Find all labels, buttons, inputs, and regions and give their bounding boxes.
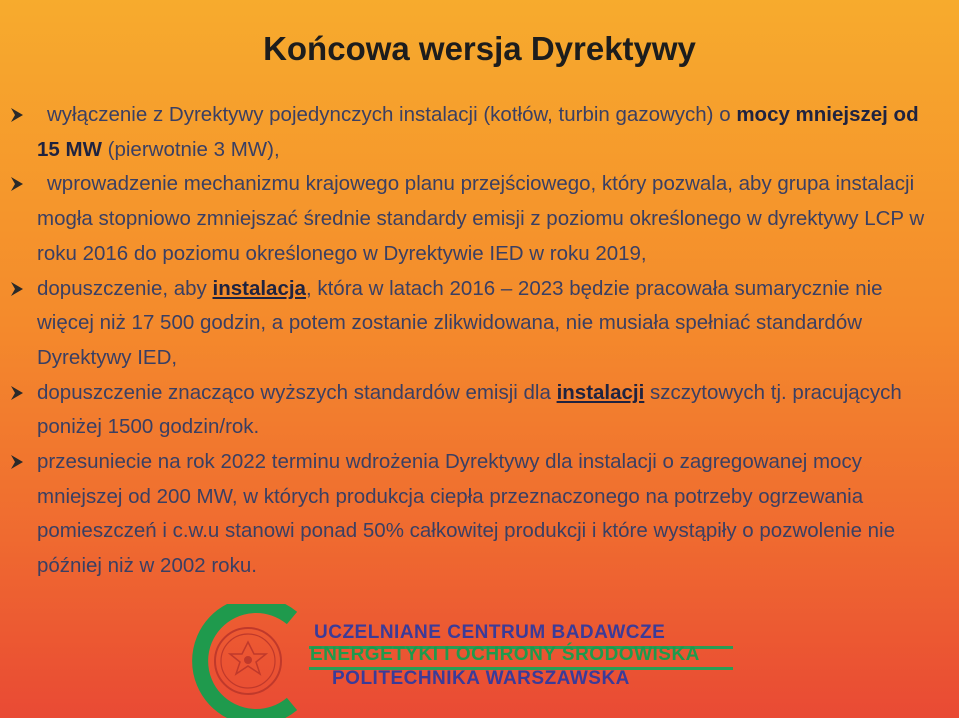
logo-line-field-name: ENERGETYKI I OCHRONY ŚRODOWISKA xyxy=(310,644,700,665)
arrowhead-bullet-icon xyxy=(10,454,24,470)
bullet-item xyxy=(37,167,942,271)
bullet-text: dopuszczenie, aby xyxy=(37,276,213,300)
institution-logo xyxy=(180,604,740,718)
bullet-text: wyłączenie z Dyrektywy pojedynczych instalacji (kotłów, turbin gazowych) o xyxy=(47,103,737,126)
bullet-item xyxy=(37,98,942,167)
bullet-item xyxy=(37,445,942,584)
bullet-text-underlined: instalacja xyxy=(212,276,306,300)
logo-line-university-name: POLITECHNIKA WARSZAWSKA xyxy=(332,668,630,689)
bullet-text: wprowadzenie mechanizmu krajowego planu przejściowego, który pozwala, aby grupa instalacji mogła stopniowo zmniejszać średnie standardy emisji z poziomu określonego w dyrektywy LCP w roku 2016 do poziomu określonego w Dyrektywie IED w roku 2019, xyxy=(37,172,925,265)
bullet-text: , która w latach 2016 – 2023 będzie pracowała sumarycznie nie więcej niż 17 500 godzin, a potem zostanie zlikwidowana, nie musiała spełniać standardów Dyrektywy IED, xyxy=(37,276,883,369)
bullet-item xyxy=(37,272,942,376)
bullet-text: przesuniecie na rok 2022 terminu wdrożenia Dyrektywy dla instalacji o zagregowanej mocy mniejszej od 200 MW, w których produkcja ciepła przeznaczonego na potrzeby ogrzewania pomieszczeń i c.w.u stanowi ponad 50% całkowitej produkcji i które wystąpiły o pozwolenie nie później niż w 2002 roku. xyxy=(37,450,896,578)
slide-title: Końcowa wersja Dyrektywy xyxy=(263,30,696,67)
bullet-item xyxy=(37,376,942,445)
bullet-text-underlined: instalacji xyxy=(556,380,645,404)
bullet-text: szczytowych tj. pracujących poniżej 1500 godzin/rok. xyxy=(37,380,902,439)
bullet-text: dopuszczenie znacząco wyższych standardów emisji dla xyxy=(37,380,557,404)
bullet-text: (pierwotnie 3 MW), xyxy=(101,137,280,161)
university-seal-icon xyxy=(180,604,310,718)
bullet-text-bold: mocy mniejszej od 15 MW xyxy=(37,103,919,161)
arrowhead-bullet-icon xyxy=(10,281,24,297)
bullet-list xyxy=(37,98,942,584)
arrowhead-bullet-icon xyxy=(10,107,24,123)
logo-line-center-name: UCZELNIANE CENTRUM BADAWCZE xyxy=(314,622,666,643)
arrowhead-bullet-icon xyxy=(10,385,24,401)
arrowhead-bullet-icon xyxy=(10,176,24,192)
